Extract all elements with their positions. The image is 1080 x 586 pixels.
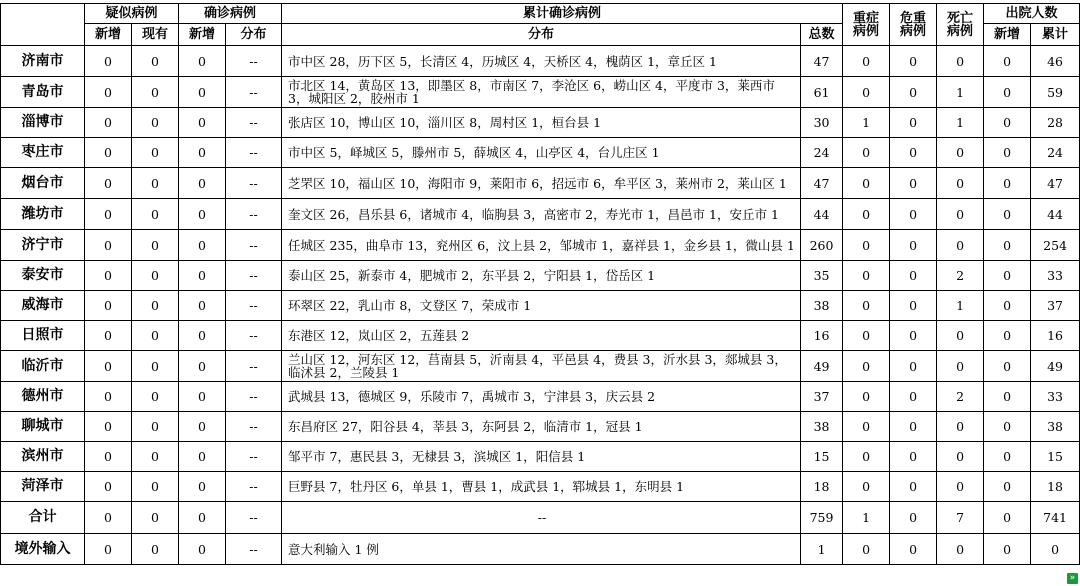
confirmed-new-cell: 0 bbox=[179, 534, 226, 565]
discharged-total-cell: 16 bbox=[1031, 321, 1080, 351]
header-row-1 bbox=[1, 4, 1080, 24]
suspected-new-cell: 0 bbox=[85, 382, 132, 412]
city-name: 菏泽市 bbox=[1, 472, 85, 502]
cumulative-total-cell: 49 bbox=[801, 351, 843, 382]
discharged-total-cell: 47 bbox=[1031, 168, 1080, 199]
discharged-new-cell: 0 bbox=[984, 472, 1031, 502]
death-cell: 1 bbox=[937, 77, 984, 108]
cumulative-total-cell: 759 bbox=[801, 502, 843, 534]
cumulative-total-cell: 61 bbox=[801, 77, 843, 108]
confirmed-distribution-cell: -- bbox=[226, 261, 282, 291]
confirmed-distribution-cell: -- bbox=[226, 291, 282, 321]
discharged-new-cell: 0 bbox=[984, 168, 1031, 199]
discharged-new-cell: 0 bbox=[984, 138, 1031, 168]
header-discharged-new: 新增 bbox=[984, 24, 1031, 46]
city-name: 济南市 bbox=[1, 46, 85, 77]
suspected-new-cell: 0 bbox=[85, 46, 132, 77]
cumulative-distribution-cell: 芝罘区 10，福山区 10，海阳市 9，莱阳市 6，招远市 6，牟平区 3，莱州市 2，莱山区 1 bbox=[282, 168, 801, 199]
suspected-current-cell: 0 bbox=[132, 382, 179, 412]
cumulative-distribution-cell: 任城区 235，曲阜市 13，兖州区 6，汶上县 2，邹城市 1，嘉祥县 1，金乡县 1，微山县 1 bbox=[282, 230, 801, 261]
header-cumulative: 累计确诊病例 bbox=[282, 4, 843, 24]
header-suspected: 疑似病例 bbox=[85, 4, 179, 24]
discharged-new-cell: 0 bbox=[984, 502, 1031, 534]
cumulative-total-cell: 35 bbox=[801, 261, 843, 291]
cumulative-total-cell: 38 bbox=[801, 412, 843, 442]
suspected-current-cell: 0 bbox=[132, 46, 179, 77]
confirmed-distribution-cell: -- bbox=[226, 472, 282, 502]
critical-cell: 0 bbox=[890, 382, 937, 412]
table-row bbox=[1, 472, 1080, 502]
table-row bbox=[1, 168, 1080, 199]
city-name: 滨州市 bbox=[1, 442, 85, 472]
city-name: 淄博市 bbox=[1, 108, 85, 138]
header-discharged: 出院人数 bbox=[984, 4, 1080, 24]
confirmed-distribution-cell: -- bbox=[226, 502, 282, 534]
discharged-new-cell: 0 bbox=[984, 291, 1031, 321]
discharged-new-cell: 0 bbox=[984, 230, 1031, 261]
critical-cell: 0 bbox=[890, 291, 937, 321]
severe-cell: 0 bbox=[843, 77, 890, 108]
cumulative-distribution-cell: 东昌府区 27，阳谷县 4，莘县 3，东阿县 2，临清市 1，冠县 1 bbox=[282, 412, 801, 442]
cumulative-distribution-cell: 东港区 12，岚山区 2，五莲县 2 bbox=[282, 321, 801, 351]
suspected-current-cell: 0 bbox=[132, 261, 179, 291]
table-row bbox=[1, 108, 1080, 138]
suspected-new-cell: 0 bbox=[85, 77, 132, 108]
discharged-new-cell: 0 bbox=[984, 108, 1031, 138]
death-cell: 0 bbox=[937, 534, 984, 565]
suspected-new-cell: 0 bbox=[85, 472, 132, 502]
header-suspected-current: 现有 bbox=[132, 24, 179, 46]
table-row bbox=[1, 199, 1080, 230]
critical-cell: 0 bbox=[890, 412, 937, 442]
severe-cell: 0 bbox=[843, 168, 890, 199]
critical-cell: 0 bbox=[890, 138, 937, 168]
discharged-new-cell: 0 bbox=[984, 534, 1031, 565]
suspected-new-cell: 0 bbox=[85, 502, 132, 534]
suspected-new-cell: 0 bbox=[85, 351, 132, 382]
discharged-total-cell: 28 bbox=[1031, 108, 1080, 138]
death-cell: 7 bbox=[937, 502, 984, 534]
suspected-new-cell: 0 bbox=[85, 321, 132, 351]
discharged-total-cell: 24 bbox=[1031, 138, 1080, 168]
severe-cell: 0 bbox=[843, 321, 890, 351]
cumulative-total-cell: 1 bbox=[801, 534, 843, 565]
confirmed-new-cell: 0 bbox=[179, 230, 226, 261]
confirmed-distribution-cell: -- bbox=[226, 199, 282, 230]
discharged-total-cell: 254 bbox=[1031, 230, 1080, 261]
cumulative-total-cell: 24 bbox=[801, 138, 843, 168]
confirmed-new-cell: 0 bbox=[179, 77, 226, 108]
discharged-total-cell: 59 bbox=[1031, 77, 1080, 108]
discharged-new-cell: 0 bbox=[984, 382, 1031, 412]
table-body bbox=[1, 46, 1080, 565]
city-name: 合计 bbox=[1, 502, 85, 534]
severe-cell: 0 bbox=[843, 472, 890, 502]
critical-cell: 0 bbox=[890, 534, 937, 565]
suspected-new-cell: 0 bbox=[85, 261, 132, 291]
cumulative-distribution-cell: 市中区 5，峄城区 5，滕州市 5，薛城区 4，山亭区 4，台儿庄区 1 bbox=[282, 138, 801, 168]
death-cell: 0 bbox=[937, 199, 984, 230]
cumulative-total-cell: 18 bbox=[801, 472, 843, 502]
confirmed-new-cell: 0 bbox=[179, 108, 226, 138]
cumulative-total-cell: 37 bbox=[801, 382, 843, 412]
cumulative-distribution-cell: 市北区 14，黄岛区 13，即墨区 8，市南区 7，李沧区 6，崂山区 4，平度市 3，莱西市 3，城阳区 2，胶州市 1 bbox=[282, 77, 801, 108]
discharged-total-cell: 44 bbox=[1031, 199, 1080, 230]
suspected-current-cell: 0 bbox=[132, 534, 179, 565]
city-name: 临沂市 bbox=[1, 351, 85, 382]
cumulative-distribution-cell: 张店区 10，博山区 10，淄川区 8，周村区 1，桓台县 1 bbox=[282, 108, 801, 138]
death-cell: 1 bbox=[937, 108, 984, 138]
city-name: 济宁市 bbox=[1, 230, 85, 261]
header-death: 死亡 病例 bbox=[937, 4, 984, 46]
table-row bbox=[1, 261, 1080, 291]
cumulative-total-cell: 15 bbox=[801, 442, 843, 472]
suspected-new-cell: 0 bbox=[85, 412, 132, 442]
severe-cell: 0 bbox=[843, 351, 890, 382]
confirmed-distribution-cell: -- bbox=[226, 382, 282, 412]
critical-cell: 0 bbox=[890, 77, 937, 108]
death-cell: 0 bbox=[937, 442, 984, 472]
death-cell: 0 bbox=[937, 138, 984, 168]
confirmed-distribution-cell: -- bbox=[226, 534, 282, 565]
suspected-current-cell: 0 bbox=[132, 77, 179, 108]
header-confirmed: 确诊病例 bbox=[179, 4, 282, 24]
confirmed-new-cell: 0 bbox=[179, 382, 226, 412]
suspected-current-cell: 0 bbox=[132, 502, 179, 534]
death-cell: 0 bbox=[937, 351, 984, 382]
death-cell: 0 bbox=[937, 472, 984, 502]
confirmed-new-cell: 0 bbox=[179, 442, 226, 472]
discharged-total-cell: 18 bbox=[1031, 472, 1080, 502]
critical-cell: 0 bbox=[890, 199, 937, 230]
suspected-current-cell: 0 bbox=[132, 168, 179, 199]
confirmed-distribution-cell: -- bbox=[226, 138, 282, 168]
table-row bbox=[1, 442, 1080, 472]
confirmed-new-cell: 0 bbox=[179, 261, 226, 291]
critical-cell: 0 bbox=[890, 108, 937, 138]
confirmed-distribution-cell: -- bbox=[226, 442, 282, 472]
discharged-total-cell: 33 bbox=[1031, 382, 1080, 412]
severe-cell: 0 bbox=[843, 199, 890, 230]
confirmed-distribution-cell: -- bbox=[226, 230, 282, 261]
confirmed-distribution-cell: -- bbox=[226, 351, 282, 382]
critical-cell: 0 bbox=[890, 472, 937, 502]
critical-cell: 0 bbox=[890, 442, 937, 472]
confirmed-new-cell: 0 bbox=[179, 138, 226, 168]
confirmed-distribution-cell: -- bbox=[226, 321, 282, 351]
header-cumulative-total: 总数 bbox=[801, 24, 843, 46]
discharged-total-cell: 37 bbox=[1031, 291, 1080, 321]
scroll-down-icon[interactable]: » bbox=[1067, 573, 1078, 584]
severe-cell: 0 bbox=[843, 412, 890, 442]
total-row bbox=[1, 502, 1080, 534]
suspected-current-cell: 0 bbox=[132, 138, 179, 168]
discharged-new-cell: 0 bbox=[984, 351, 1031, 382]
city-name: 泰安市 bbox=[1, 261, 85, 291]
critical-cell: 0 bbox=[890, 502, 937, 534]
discharged-total-cell: 0 bbox=[1031, 534, 1080, 565]
severe-cell: 0 bbox=[843, 230, 890, 261]
cumulative-total-cell: 47 bbox=[801, 46, 843, 77]
city-name: 聊城市 bbox=[1, 412, 85, 442]
confirmed-distribution-cell: -- bbox=[226, 168, 282, 199]
suspected-new-cell: 0 bbox=[85, 230, 132, 261]
table-row bbox=[1, 351, 1080, 382]
discharged-total-cell: 741 bbox=[1031, 502, 1080, 534]
death-cell: 2 bbox=[937, 261, 984, 291]
confirmed-distribution-cell: -- bbox=[226, 77, 282, 108]
table-row bbox=[1, 46, 1080, 77]
suspected-current-cell: 0 bbox=[132, 291, 179, 321]
city-name: 烟台市 bbox=[1, 168, 85, 199]
severe-cell: 0 bbox=[843, 291, 890, 321]
discharged-total-cell: 49 bbox=[1031, 351, 1080, 382]
city-name: 枣庄市 bbox=[1, 138, 85, 168]
cumulative-distribution-cell: 意大利输入 1 例 bbox=[282, 534, 801, 565]
cumulative-total-cell: 30 bbox=[801, 108, 843, 138]
death-cell: 0 bbox=[937, 230, 984, 261]
suspected-current-cell: 0 bbox=[132, 108, 179, 138]
city-name: 青岛市 bbox=[1, 77, 85, 108]
suspected-new-cell: 0 bbox=[85, 291, 132, 321]
suspected-new-cell: 0 bbox=[85, 442, 132, 472]
severe-cell: 0 bbox=[843, 46, 890, 77]
suspected-current-cell: 0 bbox=[132, 472, 179, 502]
critical-cell: 0 bbox=[890, 230, 937, 261]
suspected-new-cell: 0 bbox=[85, 534, 132, 565]
confirmed-distribution-cell: -- bbox=[226, 412, 282, 442]
cumulative-total-cell: 44 bbox=[801, 199, 843, 230]
city-name: 威海市 bbox=[1, 291, 85, 321]
suspected-new-cell: 0 bbox=[85, 108, 132, 138]
discharged-new-cell: 0 bbox=[984, 77, 1031, 108]
cumulative-distribution-cell: 市中区 28，历下区 5，长清区 4，历城区 4，天桥区 4，槐荫区 1，章丘区 1 bbox=[282, 46, 801, 77]
death-cell: 2 bbox=[937, 382, 984, 412]
cumulative-distribution-cell: 邹平市 7，惠民县 3，无棣县 3，滨城区 1，阳信县 1 bbox=[282, 442, 801, 472]
discharged-total-cell: 15 bbox=[1031, 442, 1080, 472]
header-confirmed-distribution: 分布 bbox=[226, 24, 282, 46]
severe-cell: 0 bbox=[843, 261, 890, 291]
severe-cell: 0 bbox=[843, 442, 890, 472]
severe-cell: 0 bbox=[843, 138, 890, 168]
confirmed-new-cell: 0 bbox=[179, 502, 226, 534]
city-name: 境外输入 bbox=[1, 534, 85, 565]
discharged-total-cell: 46 bbox=[1031, 46, 1080, 77]
cumulative-total-cell: 47 bbox=[801, 168, 843, 199]
severe-cell: 0 bbox=[843, 382, 890, 412]
discharged-new-cell: 0 bbox=[984, 321, 1031, 351]
cumulative-total-cell: 38 bbox=[801, 291, 843, 321]
death-cell: 0 bbox=[937, 46, 984, 77]
header-severe: 重症 病例 bbox=[843, 4, 890, 46]
covid-case-table bbox=[0, 3, 1080, 565]
cumulative-distribution-cell: 泰山区 25，新泰市 4，肥城市 2，东平县 2，宁阳县 1，岱岳区 1 bbox=[282, 261, 801, 291]
death-cell: 0 bbox=[937, 168, 984, 199]
confirmed-new-cell: 0 bbox=[179, 46, 226, 77]
table-row bbox=[1, 382, 1080, 412]
suspected-current-cell: 0 bbox=[132, 199, 179, 230]
table-row bbox=[1, 412, 1080, 442]
city-name: 德州市 bbox=[1, 382, 85, 412]
confirmed-new-cell: 0 bbox=[179, 291, 226, 321]
confirmed-new-cell: 0 bbox=[179, 412, 226, 442]
cumulative-total-cell: 16 bbox=[801, 321, 843, 351]
severe-cell: 0 bbox=[843, 534, 890, 565]
confirmed-distribution-cell: -- bbox=[226, 46, 282, 77]
city-name: 潍坊市 bbox=[1, 199, 85, 230]
cumulative-distribution-cell: -- bbox=[282, 502, 801, 534]
critical-cell: 0 bbox=[890, 351, 937, 382]
cumulative-total-cell: 260 bbox=[801, 230, 843, 261]
critical-cell: 0 bbox=[890, 321, 937, 351]
suspected-current-cell: 0 bbox=[132, 230, 179, 261]
discharged-new-cell: 0 bbox=[984, 412, 1031, 442]
suspected-new-cell: 0 bbox=[85, 138, 132, 168]
discharged-total-cell: 38 bbox=[1031, 412, 1080, 442]
discharged-new-cell: 0 bbox=[984, 199, 1031, 230]
header-suspected-new: 新增 bbox=[85, 24, 132, 46]
header-critical: 危重 病例 bbox=[890, 4, 937, 46]
confirmed-new-cell: 0 bbox=[179, 168, 226, 199]
header-discharged-total: 累计 bbox=[1031, 24, 1080, 46]
death-cell: 1 bbox=[937, 291, 984, 321]
cumulative-distribution-cell: 奎文区 26，昌乐县 6，诸城市 4，临朐县 3，高密市 2，寿光市 1，昌邑市 1，安丘市 1 bbox=[282, 199, 801, 230]
severe-cell: 1 bbox=[843, 108, 890, 138]
table-row bbox=[1, 138, 1080, 168]
city-name: 日照市 bbox=[1, 321, 85, 351]
table-row bbox=[1, 77, 1080, 108]
imported-row bbox=[1, 534, 1080, 565]
severe-cell: 1 bbox=[843, 502, 890, 534]
table-row bbox=[1, 321, 1080, 351]
death-cell: 0 bbox=[937, 412, 984, 442]
critical-cell: 0 bbox=[890, 261, 937, 291]
suspected-current-cell: 0 bbox=[132, 321, 179, 351]
header-cumulative-distribution: 分布 bbox=[282, 24, 801, 46]
death-cell: 0 bbox=[937, 321, 984, 351]
header-confirmed-new: 新增 bbox=[179, 24, 226, 46]
cumulative-distribution-cell: 巨野县 7，牡丹区 6，单县 1，曹县 1，成武县 1，郓城县 1，东明县 1 bbox=[282, 472, 801, 502]
discharged-new-cell: 0 bbox=[984, 46, 1031, 77]
discharged-total-cell: 33 bbox=[1031, 261, 1080, 291]
cumulative-distribution-cell: 兰山区 12，河东区 12，莒南县 5，沂南县 4，平邑县 4，费县 3，沂水县 3，郯城县 3，临沭县 2，兰陵县 1 bbox=[282, 351, 801, 382]
suspected-new-cell: 0 bbox=[85, 199, 132, 230]
confirmed-new-cell: 0 bbox=[179, 351, 226, 382]
suspected-current-cell: 0 bbox=[132, 442, 179, 472]
critical-cell: 0 bbox=[890, 168, 937, 199]
discharged-new-cell: 0 bbox=[984, 261, 1031, 291]
cumulative-distribution-cell: 武城县 13，德城区 9，乐陵市 7，禹城市 3，宁津县 3，庆云县 2 bbox=[282, 382, 801, 412]
suspected-new-cell: 0 bbox=[85, 168, 132, 199]
cumulative-distribution-cell: 环翠区 22，乳山市 8，文登区 7，荣成市 1 bbox=[282, 291, 801, 321]
confirmed-new-cell: 0 bbox=[179, 199, 226, 230]
table-row bbox=[1, 291, 1080, 321]
discharged-new-cell: 0 bbox=[984, 442, 1031, 472]
suspected-current-cell: 0 bbox=[132, 412, 179, 442]
table-row bbox=[1, 230, 1080, 261]
header-blank bbox=[1, 4, 85, 46]
confirmed-distribution-cell: -- bbox=[226, 108, 282, 138]
confirmed-new-cell: 0 bbox=[179, 472, 226, 502]
suspected-current-cell: 0 bbox=[132, 351, 179, 382]
critical-cell: 0 bbox=[890, 46, 937, 77]
confirmed-new-cell: 0 bbox=[179, 321, 226, 351]
